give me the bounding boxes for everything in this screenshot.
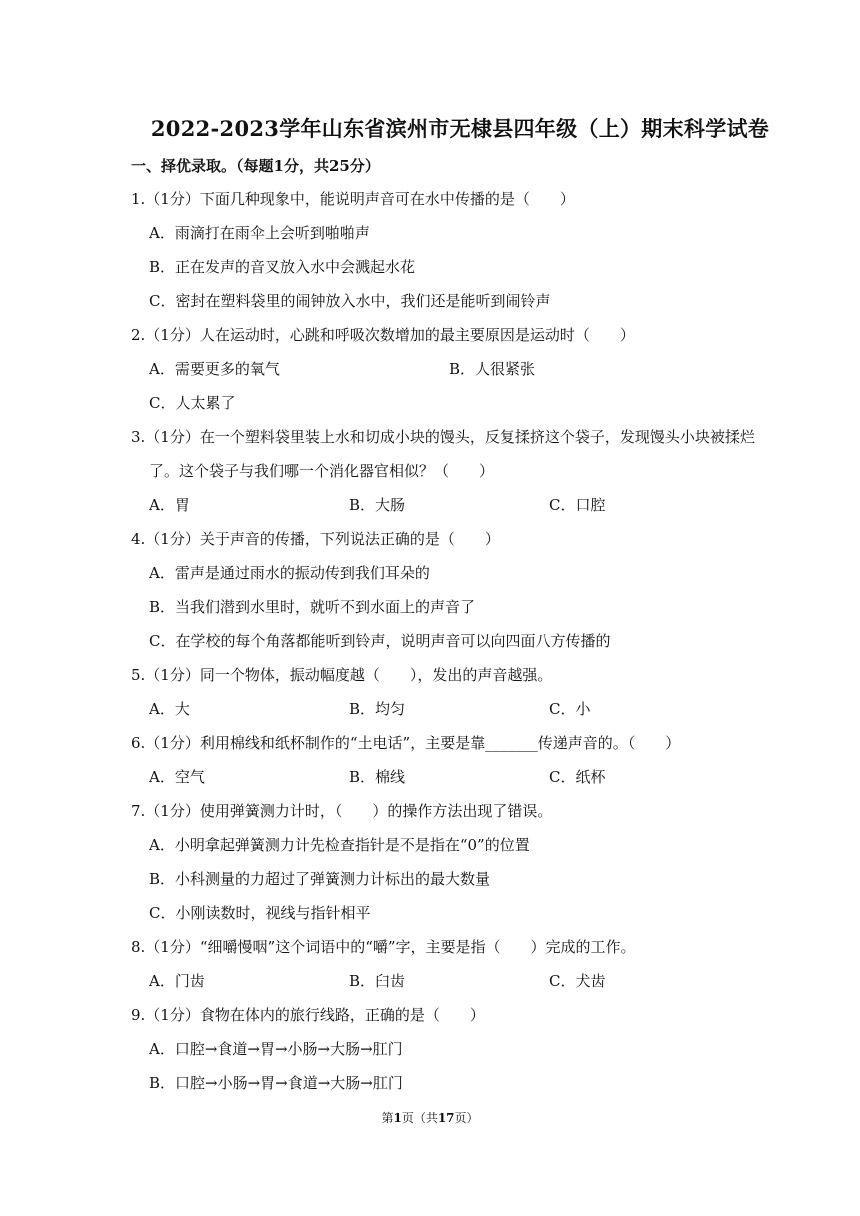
footer-total-pages: 17 [437, 1111, 455, 1125]
question-4-stem: 4.（1分）关于声音的传播，下列说法正确的是（ ） [131, 530, 500, 548]
page-footer [0, 1110, 860, 1126]
q5-option-b: B．均匀 [349, 700, 406, 718]
question-8-options [149, 971, 762, 991]
question-5-stem: 5.（1分）同一个物体，振动幅度越（ ），发出的声音越强。 [131, 666, 553, 684]
footer-page-number: 1 [393, 1111, 402, 1125]
q4-option-a: A．雷声是通过雨水的振动传到我们耳朵的 [149, 564, 430, 582]
question-9-stem: 9.（1分）食物在体内的旅行线路，正确的是（ ） [131, 1006, 485, 1024]
question-2-stem: 2.（1分）人在运动时，心跳和呼吸次数增加的最主要原因是运动时（ ） [131, 326, 635, 344]
question-5-options [149, 699, 762, 719]
footer-middle: 页（共 [401, 1111, 438, 1125]
page-title: 2022-2023学年山东省滨州市无棣县四年级（上）期末科学试卷 [150, 116, 770, 141]
q3-option-c: C．口腔 [549, 496, 606, 514]
q3-option-b: B．大肠 [349, 496, 406, 514]
q6-option-c: C．纸杯 [549, 768, 606, 786]
footer-prefix: 第 [381, 1111, 394, 1125]
question-2-options [149, 359, 762, 413]
question-1-stem: 1.（1分）下面几种现象中，能说明声音可在水中传播的是（ ） [131, 190, 575, 208]
footer-suffix: 页） [454, 1111, 479, 1125]
q2-option-b: B．人很紧张 [449, 360, 536, 378]
q1-option-b: B．正在发声的音叉放入水中会溅起水花 [149, 258, 416, 276]
q6-option-b: B．棉线 [349, 768, 406, 786]
question-4-options [149, 563, 762, 651]
q7-option-a: A．小明拿起弹簧测力计先检查指针是不是指在“0”的位置 [149, 836, 530, 854]
q3-option-a: A．胃 [149, 496, 190, 514]
q8-option-b: B．臼齿 [349, 972, 406, 990]
question-7-stem: 7.（1分）使用弹簧测力计时，（ ）的操作方法出现了错误。 [131, 802, 553, 820]
q7-option-c: C．小刚读数时，视线与指针相平 [149, 904, 371, 922]
q2-option-a: A．需要更多的氧气 [149, 360, 280, 378]
q7-option-b: B．小科测量的力超过了弹簧测力计标出的最大数量 [149, 870, 491, 888]
q5-option-c: C．小 [549, 700, 591, 718]
question-3-options [149, 495, 762, 515]
q1-option-a: A．雨滴打在雨伞上会听到啪啪声 [149, 224, 370, 242]
question-6-options [149, 767, 762, 787]
question-8-stem: 8.（1分）“细嚼慢咽”这个词语中的“嚼”字，主要是指（ ）完成的工作。 [131, 938, 636, 956]
question-7-options [149, 835, 762, 923]
q6-option-a: A．空气 [149, 768, 205, 786]
question-9-options [149, 1039, 762, 1093]
q4-option-b: B．当我们潜到水里时，就听不到水面上的声音了 [149, 598, 476, 616]
q2-option-c: C．人太累了 [149, 394, 236, 412]
question-1-options [149, 223, 762, 311]
q8-option-c: C．犬齿 [549, 972, 606, 990]
q1-option-c: C．密封在塑料袋里的闹钟放入水中，我们还是能听到闹铃声 [149, 292, 551, 310]
question-3-stem: 3.（1分）在一个塑料袋里装上水和切成小块的馒头，反复揉挤这个袋子，发现馒头小块被揉烂了。这个袋子与我们哪一个消化器官相似？（ ） [131, 428, 755, 480]
q5-option-a: A．大 [149, 700, 190, 718]
question-6-stem: 6.（1分）利用棉线和纸杯制作的“土电话”，主要是靠_______传递声音的。（ ） [131, 734, 681, 752]
q9-option-a: A．口腔→食道→胃→小肠→大肠→肛门 [149, 1040, 403, 1058]
section-heading: 一、择优录取。（每题1分，共25分） [131, 157, 380, 175]
q4-option-c: C．在学校的每个角落都能听到铃声，说明声音可以向四面八方传播的 [149, 632, 611, 650]
q8-option-a: A．门齿 [149, 972, 205, 990]
q9-option-b: B．口腔→小肠→胃→食道→大肠→肛门 [149, 1074, 403, 1092]
